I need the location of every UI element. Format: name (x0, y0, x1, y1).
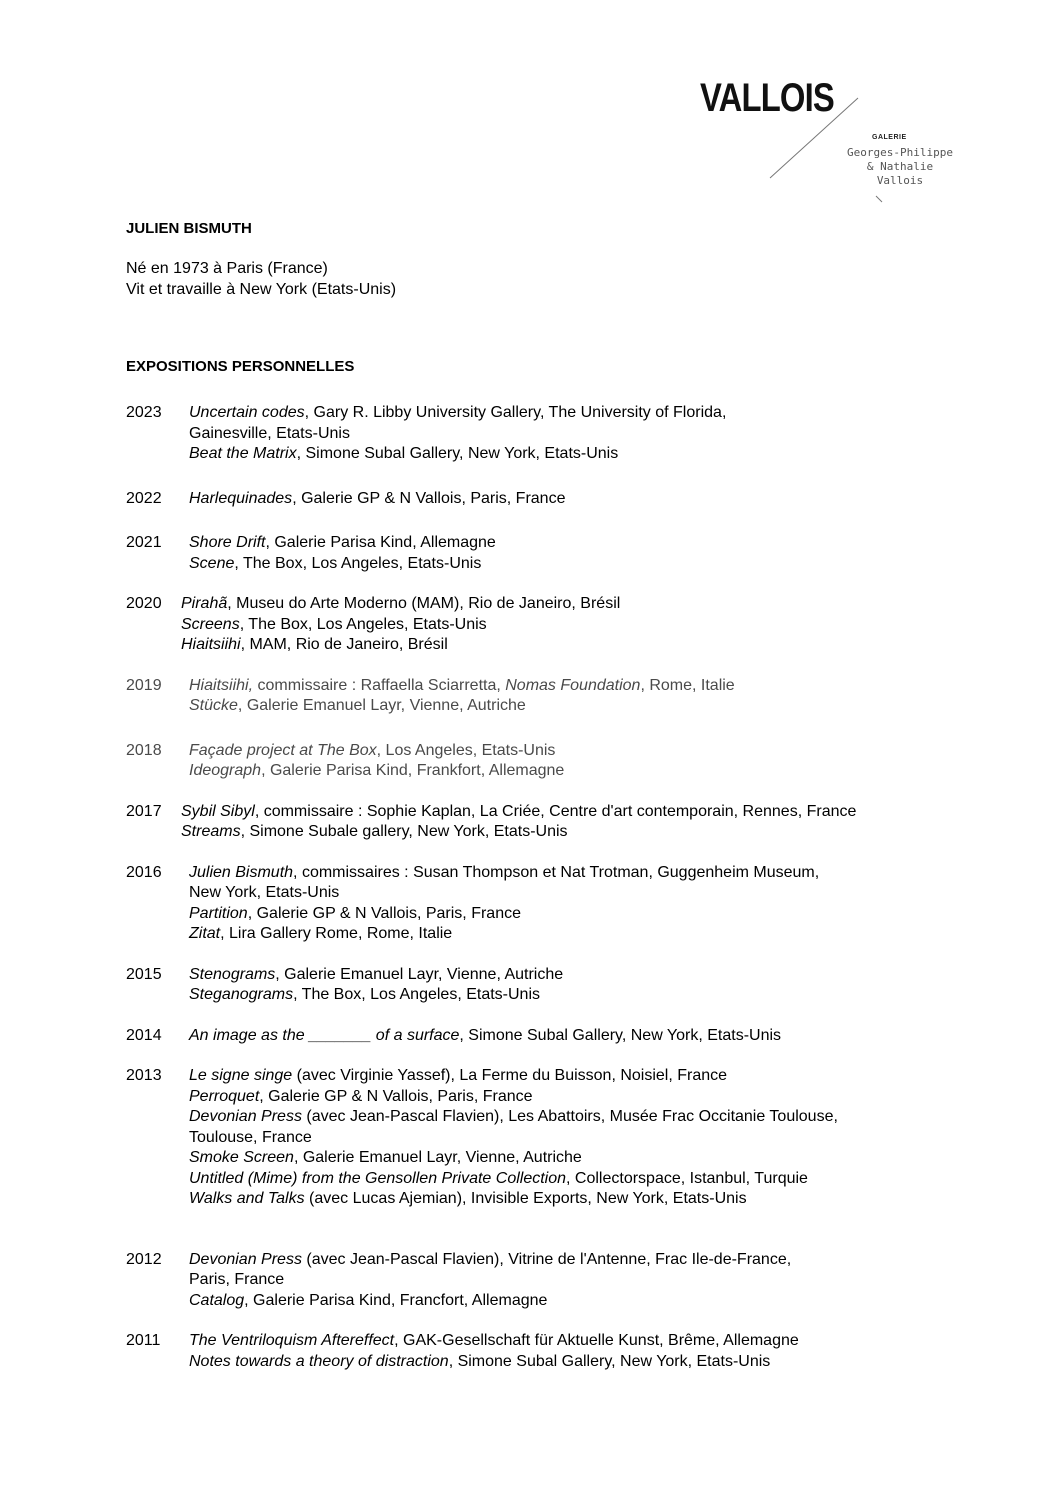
exhibition-title: Devonian Press (189, 1108, 302, 1125)
exhibition-line (189, 1107, 1026, 1128)
exhibition-line (189, 676, 1026, 697)
exhibition-entry (126, 741, 1026, 782)
exhibition-line (189, 554, 1026, 575)
exhibition-line (189, 904, 1026, 925)
exhibition-year: 2016 (126, 863, 162, 881)
logo-galerie-label: GALERIE (872, 134, 907, 141)
exhibition-line (189, 1291, 1026, 1312)
exhibition-line (189, 424, 1026, 445)
exhibition-lines (189, 1331, 1026, 1372)
exhibition-lines (189, 489, 1026, 510)
exhibition-line (189, 965, 1026, 986)
exhibition-line (189, 924, 1026, 945)
exhibition-lines (181, 802, 1026, 843)
exhibition-title: Walks and Talks (189, 1190, 305, 1207)
exhibition-details: commissaire : Raffaella Sciarretta, (253, 676, 506, 694)
exhibition-title: Ideograph (189, 762, 262, 779)
exhibition-entry (126, 403, 1026, 465)
exhibition-line (189, 489, 1026, 510)
exhibition-lines (189, 1026, 1026, 1047)
exhibition-title: Perroquet (189, 1087, 260, 1105)
exhibition-year: 2022 (126, 489, 162, 507)
exhibition-details: , Simone Subal Gallery, New York, Etats-Unis (459, 1026, 782, 1044)
exhibition-entry (126, 1066, 1026, 1210)
exhibition-year: 2014 (126, 1026, 162, 1044)
exhibition-title: Sybil Sibyl (181, 802, 255, 820)
exhibition-title: Scene (189, 554, 235, 572)
gallery-logo (690, 72, 970, 212)
logo-name-line-2: & Nathalie (866, 160, 934, 173)
exhibition-lines (189, 1250, 1026, 1312)
exhibition-entry (126, 533, 1026, 574)
exhibition-details: , Galerie Parisa Kind, Francfort, Allemagne (244, 1291, 548, 1309)
exhibition-line (189, 761, 1026, 782)
exhibition-details: , Galerie Emanuel Layr, Vienne, Autriche (293, 1149, 582, 1166)
exhibition-year: 2019 (126, 676, 162, 694)
exhibition-title: Stücke (189, 697, 238, 714)
exhibition-year: 2015 (126, 965, 162, 983)
exhibition-details: , Gary R. Libby University Gallery, The University of Florida, (304, 404, 727, 421)
exhibition-details: (avec Jean-Pascal Flavien), Les Abattoirs, Musée Frac Occitanie Toulouse, (301, 1108, 838, 1125)
exhibition-title: Le signe singe (189, 1067, 293, 1084)
exhibition-line (181, 594, 1026, 615)
exhibition-line (189, 1026, 1026, 1047)
exhibition-entry (126, 594, 1026, 656)
exhibition-line (189, 741, 1026, 762)
exhibition-details: New York, Etats-Unis (189, 884, 340, 901)
exhibition-year: 2013 (126, 1067, 162, 1084)
exhibition-title: An image as the _______ of a surface (189, 1026, 460, 1044)
exhibition-details: , The Box, Los Angeles, Etats-Unis (239, 615, 487, 633)
exhibition-line (189, 1331, 1026, 1352)
exhibition-line (189, 863, 1026, 884)
exhibition-lines (189, 965, 1026, 1006)
exhibition-title: The Ventriloquism Aftereffect (189, 1332, 395, 1349)
exhibition-title: Partition (189, 904, 248, 922)
logo-name-line-3: Vallois (876, 174, 924, 187)
exhibition-title: Smoke Screen (189, 1149, 294, 1166)
exhibition-title: Façade project at The Box (189, 741, 377, 759)
exhibition-title: Devonian Press (189, 1250, 302, 1268)
exhibition-line (189, 1169, 1026, 1190)
exhibition-details: , Galerie GP & N Vallois, Paris, France (259, 1087, 533, 1105)
exhibition-details: (avec Jean-Pascal Flavien), Vitrine de l'Antenne, Frac Ile-de-France, (301, 1250, 792, 1268)
exhibition-details: , Simone Subal Gallery, New York, Etats-Unis (296, 445, 619, 462)
exhibition-details: (avec Lucas Ajemian), Invisible Exports, New York, Etats-Unis (304, 1190, 747, 1207)
exhibition-details: , Simone Subale gallery, New York, Etats-Unis (240, 823, 568, 840)
exhibition-details: Paris, France (189, 1271, 285, 1288)
exhibition-lines (189, 741, 1026, 782)
exhibition-details: Toulouse, France (189, 1128, 312, 1146)
exhibition-line (181, 822, 1026, 843)
exhibition-line (189, 444, 1026, 465)
exhibition-entry (126, 863, 1026, 945)
exhibition-details: , MAM, Rio de Janeiro, Brésil (240, 636, 448, 653)
exhibition-entry (126, 1026, 1026, 1047)
exhibition-details: , The Box, Los Angeles, Etats-Unis (293, 986, 541, 1003)
exhibition-year: 2021 (126, 534, 162, 551)
exhibition-title: Hiaitsiihi (181, 636, 241, 653)
exhibition-details: , Galerie Emanuel Layr, Vienne, Autriche (237, 697, 526, 714)
exhibition-entry (126, 1250, 1026, 1312)
exhibition-details: , Simone Subal Gallery, New York, Etats-Unis (448, 1352, 771, 1370)
bio-birth: Né en 1973 à Paris (France) (126, 260, 328, 277)
logo-wordmark: VALLOIS (700, 76, 834, 120)
exhibition-details: , Galerie Parisa Kind, Allemagne (265, 534, 496, 551)
exhibition-details: , Lira Gallery Rome, Rome, Italie (220, 925, 453, 942)
exhibition-line (181, 615, 1026, 636)
exhibition-details: , Museu do Arte Moderno (MAM), Rio de Janeiro, Brésil (227, 595, 621, 612)
exhibition-title: Untitled (Mime) from the Gensollen Private Collection (189, 1169, 567, 1187)
exhibition-title: Notes towards a theory of distraction (189, 1352, 449, 1370)
exhibition-lines (189, 863, 1026, 945)
exhibition-line (189, 403, 1026, 424)
exhibition-year: 2017 (126, 802, 162, 820)
exhibition-title: Streams (181, 823, 241, 840)
exhibition-details: , commissaires : Susan Thompson et Nat Trotman, Guggenheim Museum, (293, 863, 820, 881)
exhibition-title: Hiaitsiihi, (189, 676, 254, 694)
exhibition-lines (181, 594, 1026, 656)
exhibition-entry (126, 1331, 1026, 1372)
exhibition-title: Screens (181, 615, 240, 633)
bio-residence: Vit et travaille à New York (Etats-Unis) (126, 281, 397, 298)
exhibition-title: Nomas Foundation (505, 676, 641, 694)
exhibition-lines (189, 403, 1026, 465)
exhibition-title: Catalog (189, 1291, 245, 1309)
exhibition-line (189, 883, 1026, 904)
exhibition-lines (189, 676, 1026, 717)
exhibition-details: , Collectorspace, Istanbul, Turquie (566, 1169, 808, 1187)
section-title: EXPOSITIONS PERSONNELLES (126, 358, 355, 375)
exhibition-title: Pirahã (181, 595, 228, 612)
exhibition-details: (avec Virginie Yassef), La Ferme du Buisson, Noisiel, France (292, 1067, 728, 1084)
logo-name-line-1: Georges-Philippe (847, 146, 953, 159)
exhibition-list (126, 403, 1026, 1372)
exhibition-line (189, 1128, 1026, 1149)
exhibition-line (189, 533, 1026, 554)
exhibition-details: , Rome, Italie (640, 676, 735, 694)
exhibition-lines (189, 1066, 1026, 1210)
exhibition-details: , Galerie GP & N Vallois, Paris, France (292, 489, 566, 507)
exhibition-title: Shore Drift (189, 534, 266, 551)
exhibition-year: 2018 (126, 741, 162, 759)
exhibition-title: Uncertain codes (189, 404, 305, 421)
exhibition-details: , GAK-Gesellschaft für Aktuelle Kunst, Brême, Allemagne (394, 1332, 799, 1349)
exhibition-entry (126, 676, 1026, 717)
exhibition-details: , commissaire : Sophie Kaplan, La Criée, Centre d'art contemporain, Rennes, France (254, 802, 857, 820)
artist-name: JULIEN BISMUTH (126, 220, 252, 237)
exhibition-line (181, 635, 1026, 656)
artist-bio (126, 258, 396, 300)
exhibition-title: Julien Bismuth (189, 863, 294, 881)
exhibition-entry (126, 802, 1026, 843)
exhibition-details: , Galerie Emanuel Layr, Vienne, Autriche (275, 965, 564, 983)
exhibition-title: Stenograms (189, 965, 276, 983)
exhibition-line (189, 696, 1026, 717)
exhibition-line (189, 1270, 1026, 1291)
exhibition-year: 2012 (126, 1250, 162, 1268)
exhibition-line (189, 1352, 1026, 1373)
exhibition-line (189, 1250, 1026, 1271)
exhibition-year: 2023 (126, 404, 162, 421)
exhibition-title: Zitat (189, 925, 221, 942)
exhibition-entry (126, 489, 1026, 510)
exhibition-line (189, 1087, 1026, 1108)
exhibition-details: , Galerie GP & N Vallois, Paris, France (247, 904, 521, 922)
exhibition-line (181, 802, 1026, 823)
exhibition-line (189, 1189, 1026, 1210)
exhibition-title: Beat the Matrix (189, 445, 297, 462)
exhibition-line (189, 1148, 1026, 1169)
exhibition-title: Steganograms (189, 986, 294, 1003)
exhibition-details: , Galerie Parisa Kind, Frankfort, Allemagne (261, 762, 565, 779)
exhibition-details: Gainesville, Etats-Unis (189, 424, 350, 442)
exhibition-title: Harlequinades (189, 489, 293, 507)
exhibition-line (189, 985, 1026, 1006)
exhibition-details: , The Box, Los Angeles, Etats-Unis (234, 554, 482, 572)
exhibition-line (189, 1066, 1026, 1087)
exhibition-lines (189, 533, 1026, 574)
exhibition-year: 2011 (126, 1332, 161, 1349)
exhibition-year: 2020 (126, 595, 162, 612)
exhibition-entry (126, 965, 1026, 1006)
exhibition-details: , Los Angeles, Etats-Unis (376, 741, 556, 759)
